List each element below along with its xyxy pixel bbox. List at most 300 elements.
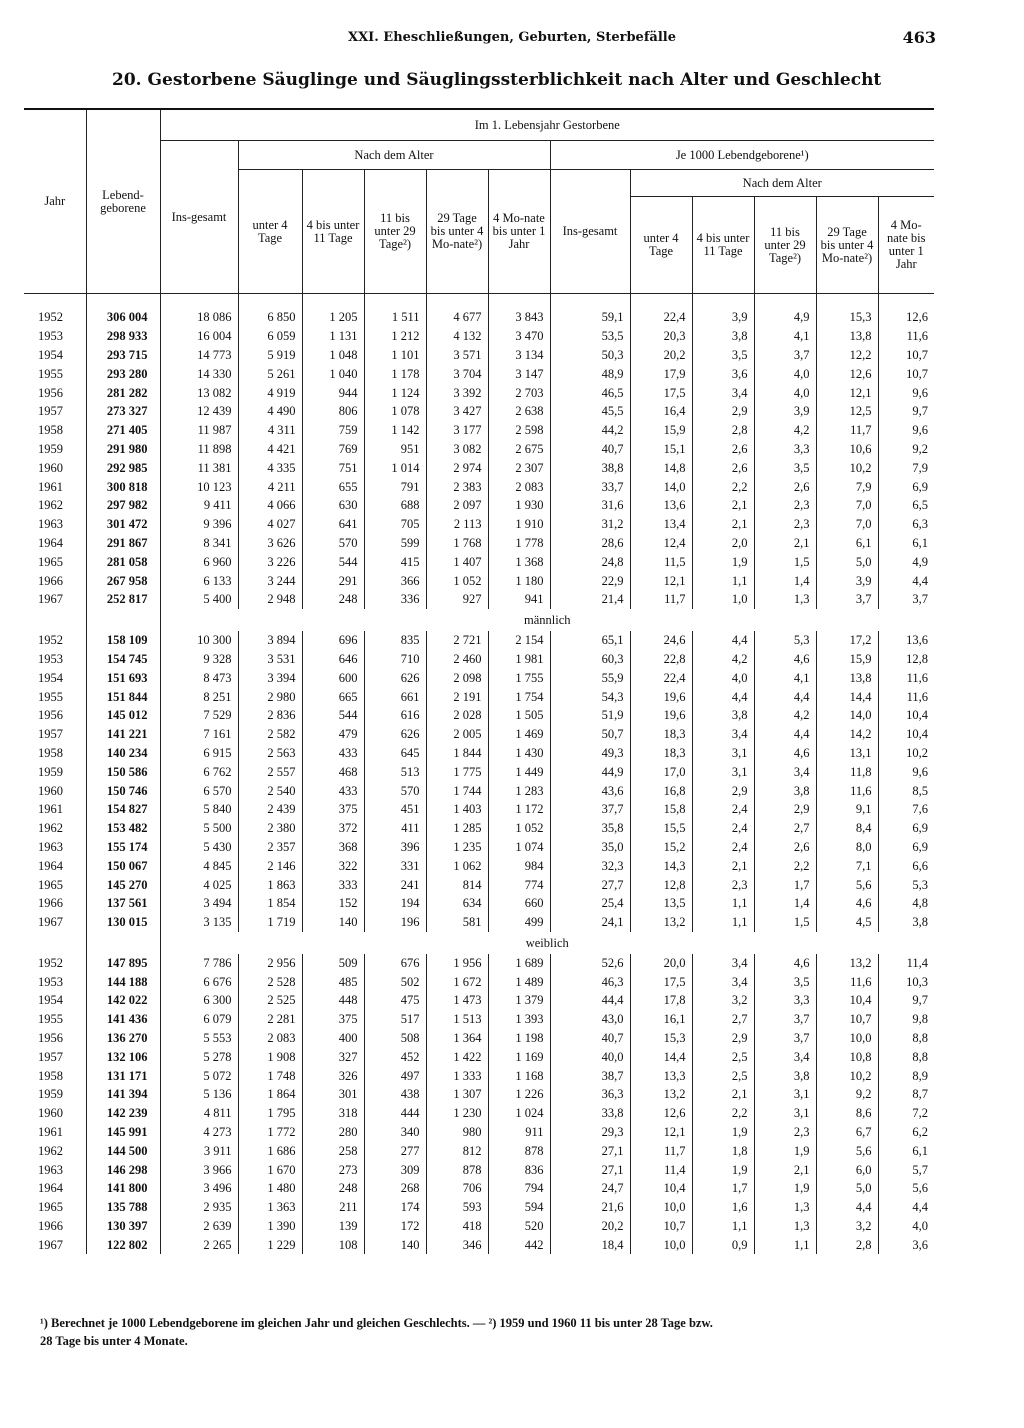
value-cell: 144 500 — [86, 1141, 160, 1160]
value-cell: 10,6 — [816, 440, 878, 459]
value-cell: 1 333 — [426, 1066, 488, 1085]
value-cell: 11,8 — [816, 762, 878, 781]
value-cell: 2 948 — [238, 590, 302, 609]
value-cell: 2,0 — [692, 534, 754, 553]
value-cell: 35,0 — [550, 838, 630, 857]
value-cell: 20,2 — [550, 1217, 630, 1236]
value-cell: 794 — [488, 1179, 550, 1198]
value-cell: 9,6 — [878, 383, 934, 402]
value-cell: 65,1 — [550, 631, 630, 650]
value-cell: 806 — [302, 402, 364, 421]
value-cell: 2 460 — [426, 650, 488, 669]
running-head: XXI. Eheschließungen, Geburten, Sterbefälle — [348, 30, 676, 45]
value-cell: 4,9 — [878, 552, 934, 571]
value-cell: 22,8 — [630, 650, 692, 669]
value-cell: 25,4 — [550, 894, 630, 913]
value-cell: 1 180 — [488, 571, 550, 590]
value-cell: 3 911 — [160, 1141, 238, 1160]
value-cell: 31,2 — [550, 515, 630, 534]
value-cell: 3,1 — [754, 1085, 816, 1104]
value-cell: 418 — [426, 1217, 488, 1236]
table-row — [24, 1141, 934, 1160]
value-cell: 14,4 — [816, 687, 878, 706]
year-cell: 1954 — [38, 670, 63, 685]
value-cell: 241 — [364, 875, 426, 894]
value-cell: 3 571 — [426, 346, 488, 365]
value-cell: 10,7 — [816, 1010, 878, 1029]
header-insgesamt: Ins-gesamt — [160, 141, 238, 294]
value-cell: 1 449 — [488, 762, 550, 781]
value-cell: 3,7 — [754, 1029, 816, 1048]
table-body — [24, 294, 934, 1255]
value-cell: 3,9 — [754, 402, 816, 421]
table-row — [24, 856, 934, 875]
value-cell: 2,6 — [692, 440, 754, 459]
footnote-line-1: ¹) Berechnet je 1000 Lebendgeborene im gleichen Jahr und gleichen Geschlechts. — ²) 1959 und 1960 11 bis unter 28 Tage bzw. — [40, 1316, 713, 1330]
value-cell: 11 381 — [160, 458, 238, 477]
value-cell: 1 229 — [238, 1235, 302, 1254]
value-cell: 11,6 — [816, 972, 878, 991]
value-cell: 3 392 — [426, 383, 488, 402]
value-cell: 10 123 — [160, 477, 238, 496]
value-cell: 812 — [426, 1141, 488, 1160]
value-cell: 479 — [302, 725, 364, 744]
value-cell: 508 — [364, 1029, 426, 1048]
year-cell: 1952 — [38, 633, 63, 648]
value-cell: 7 786 — [160, 954, 238, 973]
value-cell: 3,6 — [692, 364, 754, 383]
value-cell: 1 062 — [426, 856, 488, 875]
value-cell: 1 480 — [238, 1179, 302, 1198]
value-cell: 11 898 — [160, 440, 238, 459]
section-label: weiblich — [160, 932, 934, 954]
value-cell: 2 974 — [426, 458, 488, 477]
value-cell: 1 505 — [488, 706, 550, 725]
value-cell: 4 066 — [238, 496, 302, 515]
value-cell: 6 570 — [160, 781, 238, 800]
value-cell: 5,6 — [816, 875, 878, 894]
value-cell: 1,5 — [754, 913, 816, 932]
value-cell: 1 124 — [364, 383, 426, 402]
value-cell: 9,6 — [878, 762, 934, 781]
value-cell: 5 278 — [160, 1047, 238, 1066]
value-cell: 774 — [488, 875, 550, 894]
value-cell: 9,6 — [878, 421, 934, 440]
value-cell: 655 — [302, 477, 364, 496]
value-cell: 194 — [364, 894, 426, 913]
value-cell: 318 — [302, 1104, 364, 1123]
value-cell: 660 — [488, 894, 550, 913]
value-cell: 438 — [364, 1085, 426, 1104]
value-cell: 3 226 — [238, 552, 302, 571]
value-cell: 1 024 — [488, 1104, 550, 1123]
value-cell: 1 101 — [364, 346, 426, 365]
value-cell: 6,3 — [878, 515, 934, 534]
value-cell: 14,4 — [630, 1047, 692, 1066]
value-cell: 20,2 — [630, 346, 692, 365]
value-cell: 1 172 — [488, 800, 550, 819]
value-cell: 3,3 — [754, 440, 816, 459]
value-cell: 11,5 — [630, 552, 692, 571]
value-cell: 13,1 — [816, 744, 878, 763]
value-cell: 5 840 — [160, 800, 238, 819]
value-cell: 6,1 — [816, 534, 878, 553]
value-cell: 3 494 — [160, 894, 238, 913]
value-cell: 1,7 — [754, 875, 816, 894]
value-cell: 3,8 — [754, 781, 816, 800]
value-cell: 3 394 — [238, 668, 302, 687]
table-row — [24, 781, 934, 800]
value-cell: 14 773 — [160, 346, 238, 365]
value-cell: 2,7 — [754, 819, 816, 838]
value-cell: 1 719 — [238, 913, 302, 932]
value-cell: 151 844 — [86, 687, 160, 706]
value-cell: 7,9 — [878, 458, 934, 477]
value-cell: 10,3 — [878, 972, 934, 991]
value-cell: 54,3 — [550, 687, 630, 706]
value-cell: 2 307 — [488, 458, 550, 477]
value-cell: 8,8 — [878, 1047, 934, 1066]
value-cell: 50,3 — [550, 346, 630, 365]
value-cell: 696 — [302, 631, 364, 650]
value-cell: 1,9 — [754, 1179, 816, 1198]
value-cell: 12,8 — [630, 875, 692, 894]
value-cell: 11,4 — [630, 1160, 692, 1179]
section-header-row — [24, 609, 934, 631]
value-cell: 51,9 — [550, 706, 630, 725]
value-cell: 8,9 — [878, 1066, 934, 1085]
value-cell: 14,8 — [630, 458, 692, 477]
value-cell: 17,8 — [630, 991, 692, 1010]
table-row — [24, 308, 934, 327]
value-cell: 475 — [364, 991, 426, 1010]
year-cell: 1956 — [38, 708, 63, 723]
value-cell: 2 675 — [488, 440, 550, 459]
value-cell: 5,3 — [754, 631, 816, 650]
value-cell: 375 — [302, 1010, 364, 1029]
value-cell: 1 778 — [488, 534, 550, 553]
value-cell: 9,7 — [878, 402, 934, 421]
value-cell: 1 795 — [238, 1104, 302, 1123]
value-cell: 3,5 — [692, 346, 754, 365]
value-cell: 3,2 — [692, 991, 754, 1010]
value-cell: 10,7 — [878, 364, 934, 383]
value-cell: 18,4 — [550, 1235, 630, 1254]
value-cell: 4,4 — [692, 687, 754, 706]
value-cell: 4 132 — [426, 327, 488, 346]
value-cell: 273 — [302, 1160, 364, 1179]
header-4-monate-1-jahr-rate: 4 Mo-nate bis unter 1 Jahr — [878, 197, 934, 294]
value-cell: 4,6 — [754, 744, 816, 763]
value-cell: 22,9 — [550, 571, 630, 590]
header-lebendgeborene: Lebend-geborene — [86, 109, 160, 294]
value-cell: 5,3 — [878, 875, 934, 894]
value-cell: 140 — [302, 913, 364, 932]
value-cell: 2 639 — [160, 1217, 238, 1236]
value-cell: 6 960 — [160, 552, 238, 571]
value-cell: 44,4 — [550, 991, 630, 1010]
value-cell: 141 221 — [86, 725, 160, 744]
value-cell: 2,7 — [692, 1010, 754, 1029]
value-cell: 340 — [364, 1123, 426, 1142]
value-cell: 21,6 — [550, 1198, 630, 1217]
value-cell: 6,9 — [878, 477, 934, 496]
year-cell: 1953 — [38, 329, 63, 344]
table-row — [24, 668, 934, 687]
value-cell: 2,1 — [754, 534, 816, 553]
year-cell: 1963 — [38, 839, 63, 854]
value-cell: 9,7 — [878, 991, 934, 1010]
value-cell: 12,6 — [630, 1104, 692, 1123]
value-cell: 11,7 — [630, 1141, 692, 1160]
table-row — [24, 762, 934, 781]
value-cell: 11,4 — [878, 954, 934, 973]
table-row — [24, 744, 934, 763]
value-cell: 122 802 — [86, 1235, 160, 1254]
value-cell: 326 — [302, 1066, 364, 1085]
value-cell: 1 379 — [488, 991, 550, 1010]
value-cell: 145 270 — [86, 875, 160, 894]
value-cell: 520 — [488, 1217, 550, 1236]
table-row — [24, 687, 934, 706]
value-cell: 3,5 — [754, 458, 816, 477]
value-cell: 273 327 — [86, 402, 160, 421]
value-cell: 646 — [302, 650, 364, 669]
header-nach-dem-alter: Nach dem Alter — [238, 141, 550, 170]
value-cell: 6,7 — [816, 1123, 878, 1142]
year-cell: 1965 — [38, 1200, 63, 1215]
value-cell: 28,6 — [550, 534, 630, 553]
value-cell: 15,9 — [816, 650, 878, 669]
value-cell: 485 — [302, 972, 364, 991]
value-cell: 2,1 — [692, 856, 754, 875]
footnotes — [40, 1314, 960, 1350]
value-cell: 301 472 — [86, 515, 160, 534]
value-cell: 45,5 — [550, 402, 630, 421]
value-cell: 142 022 — [86, 991, 160, 1010]
value-cell: 132 106 — [86, 1047, 160, 1066]
value-cell: 1 489 — [488, 972, 550, 991]
value-cell: 2,5 — [692, 1047, 754, 1066]
value-cell: 1,1 — [692, 571, 754, 590]
value-cell: 2,9 — [692, 1029, 754, 1048]
value-cell: 3,1 — [692, 744, 754, 763]
year-cell: 1959 — [38, 441, 63, 456]
value-cell: 4 490 — [238, 402, 302, 421]
value-cell: 17,2 — [816, 631, 878, 650]
value-cell: 4 025 — [160, 875, 238, 894]
value-cell: 3,2 — [816, 1217, 878, 1236]
value-cell: 150 746 — [86, 781, 160, 800]
value-cell: 616 — [364, 706, 426, 725]
value-cell: 593 — [426, 1198, 488, 1217]
section-label: männlich — [160, 609, 934, 631]
value-cell: 2 582 — [238, 725, 302, 744]
value-cell: 6 133 — [160, 571, 238, 590]
value-cell: 2 540 — [238, 781, 302, 800]
value-cell: 941 — [488, 590, 550, 609]
value-cell: 4,2 — [754, 706, 816, 725]
value-cell: 2 935 — [160, 1198, 238, 1217]
value-cell: 791 — [364, 477, 426, 496]
year-cell: 1953 — [38, 651, 63, 666]
value-cell: 18,3 — [630, 744, 692, 763]
value-cell: 1,1 — [692, 913, 754, 932]
value-cell: 13,3 — [630, 1066, 692, 1085]
year-cell: 1960 — [38, 460, 63, 475]
value-cell: 1 040 — [302, 364, 364, 383]
value-cell: 27,1 — [550, 1160, 630, 1179]
value-cell: 6 915 — [160, 744, 238, 763]
value-cell: 3 135 — [160, 913, 238, 932]
value-cell: 16,1 — [630, 1010, 692, 1029]
header-4-monate-1-jahr: 4 Mo-nate bis unter 1 Jahr — [488, 170, 550, 294]
value-cell: 2,3 — [692, 875, 754, 894]
value-cell: 1 910 — [488, 515, 550, 534]
value-cell: 4,4 — [878, 1198, 934, 1217]
table-row — [24, 458, 934, 477]
value-cell: 1 074 — [488, 838, 550, 857]
value-cell: 1,5 — [754, 552, 816, 571]
value-cell: 1 078 — [364, 402, 426, 421]
value-cell: 136 270 — [86, 1029, 160, 1048]
value-cell: 6,9 — [878, 838, 934, 857]
value-cell: 7,9 — [816, 477, 878, 496]
value-cell: 40,7 — [550, 1029, 630, 1048]
value-cell: 1 908 — [238, 1047, 302, 1066]
value-cell: 8,4 — [816, 819, 878, 838]
value-cell: 1 422 — [426, 1047, 488, 1066]
year-cell: 1958 — [38, 1068, 63, 1083]
value-cell: 2 005 — [426, 725, 488, 744]
value-cell: 346 — [426, 1235, 488, 1254]
value-cell: 5,6 — [816, 1141, 878, 1160]
table-row — [24, 402, 934, 421]
value-cell: 8,7 — [878, 1085, 934, 1104]
value-cell: 984 — [488, 856, 550, 875]
value-cell: 2 265 — [160, 1235, 238, 1254]
value-cell: 2,1 — [692, 1085, 754, 1104]
value-cell: 769 — [302, 440, 364, 459]
value-cell: 1 283 — [488, 781, 550, 800]
value-cell: 150 586 — [86, 762, 160, 781]
value-cell: 9,1 — [816, 800, 878, 819]
value-cell: 8,8 — [878, 1029, 934, 1048]
value-cell: 252 817 — [86, 590, 160, 609]
table-row — [24, 534, 934, 553]
value-cell: 375 — [302, 800, 364, 819]
table-row — [24, 706, 934, 725]
value-cell: 22,4 — [630, 308, 692, 327]
value-cell: 16 004 — [160, 327, 238, 346]
value-cell: 5,0 — [816, 552, 878, 571]
value-cell: 4,1 — [754, 327, 816, 346]
value-cell: 17,5 — [630, 383, 692, 402]
year-cell: 1956 — [38, 1031, 63, 1046]
value-cell: 141 436 — [86, 1010, 160, 1029]
value-cell: 3 134 — [488, 346, 550, 365]
value-cell: 442 — [488, 1235, 550, 1254]
value-cell: 1 169 — [488, 1047, 550, 1066]
value-cell: 661 — [364, 687, 426, 706]
value-cell: 6,0 — [816, 1160, 878, 1179]
value-cell: 4,0 — [754, 383, 816, 402]
value-cell: 3,4 — [692, 954, 754, 973]
table-row — [24, 1085, 934, 1104]
value-cell: 1 956 — [426, 954, 488, 973]
value-cell: 7,6 — [878, 800, 934, 819]
value-cell: 13,8 — [816, 668, 878, 687]
value-cell: 8,5 — [878, 781, 934, 800]
value-cell: 40,7 — [550, 440, 630, 459]
value-cell: 4,0 — [692, 668, 754, 687]
value-cell: 154 827 — [86, 800, 160, 819]
value-cell: 38,8 — [550, 458, 630, 477]
value-cell: 1 686 — [238, 1141, 302, 1160]
value-cell: 3 894 — [238, 631, 302, 650]
value-cell: 2,9 — [754, 800, 816, 819]
value-cell: 130 015 — [86, 913, 160, 932]
value-cell: 2 191 — [426, 687, 488, 706]
value-cell: 4,6 — [754, 954, 816, 973]
value-cell: 21,4 — [550, 590, 630, 609]
value-cell: 2,6 — [692, 458, 754, 477]
value-cell: 2 528 — [238, 972, 302, 991]
value-cell: 10,0 — [630, 1235, 692, 1254]
value-cell: 46,3 — [550, 972, 630, 991]
table-row — [24, 383, 934, 402]
value-cell: 1,3 — [754, 590, 816, 609]
value-cell: 60,3 — [550, 650, 630, 669]
value-cell: 665 — [302, 687, 364, 706]
value-cell: 139 — [302, 1217, 364, 1236]
value-cell: 1,3 — [754, 1198, 816, 1217]
value-cell: 3,1 — [692, 762, 754, 781]
value-cell: 433 — [302, 744, 364, 763]
value-cell: 15,9 — [630, 421, 692, 440]
value-cell: 27,1 — [550, 1141, 630, 1160]
value-cell: 1,8 — [692, 1141, 754, 1160]
value-cell: 1 775 — [426, 762, 488, 781]
value-cell: 306 004 — [86, 308, 160, 327]
value-cell: 15,8 — [630, 800, 692, 819]
table-row — [24, 496, 934, 515]
value-cell: 1 930 — [488, 496, 550, 515]
value-cell: 1 307 — [426, 1085, 488, 1104]
value-cell: 1 755 — [488, 668, 550, 687]
value-cell: 3,8 — [754, 1066, 816, 1085]
value-cell: 3,7 — [754, 1010, 816, 1029]
value-cell: 2 028 — [426, 706, 488, 725]
value-cell: 12,2 — [816, 346, 878, 365]
value-cell: 152 — [302, 894, 364, 913]
table-row — [24, 1217, 934, 1236]
value-cell: 1 772 — [238, 1123, 302, 1142]
header-29-tage-4-monate: 29 Tage bis unter 4 Mo-nate²) — [426, 170, 488, 294]
value-cell: 4,4 — [816, 1198, 878, 1217]
value-cell: 451 — [364, 800, 426, 819]
header-29-tage-4-monate-rate: 29 Tage bis unter 4 Mo-nate²) — [816, 197, 878, 294]
value-cell: 59,1 — [550, 308, 630, 327]
value-cell: 33,8 — [550, 1104, 630, 1123]
value-cell: 11,7 — [816, 421, 878, 440]
value-cell: 11,7 — [630, 590, 692, 609]
value-cell: 142 239 — [86, 1104, 160, 1123]
value-cell: 11 987 — [160, 421, 238, 440]
value-cell: 11,6 — [878, 668, 934, 687]
value-cell: 16,8 — [630, 781, 692, 800]
year-cell: 1966 — [38, 896, 63, 911]
